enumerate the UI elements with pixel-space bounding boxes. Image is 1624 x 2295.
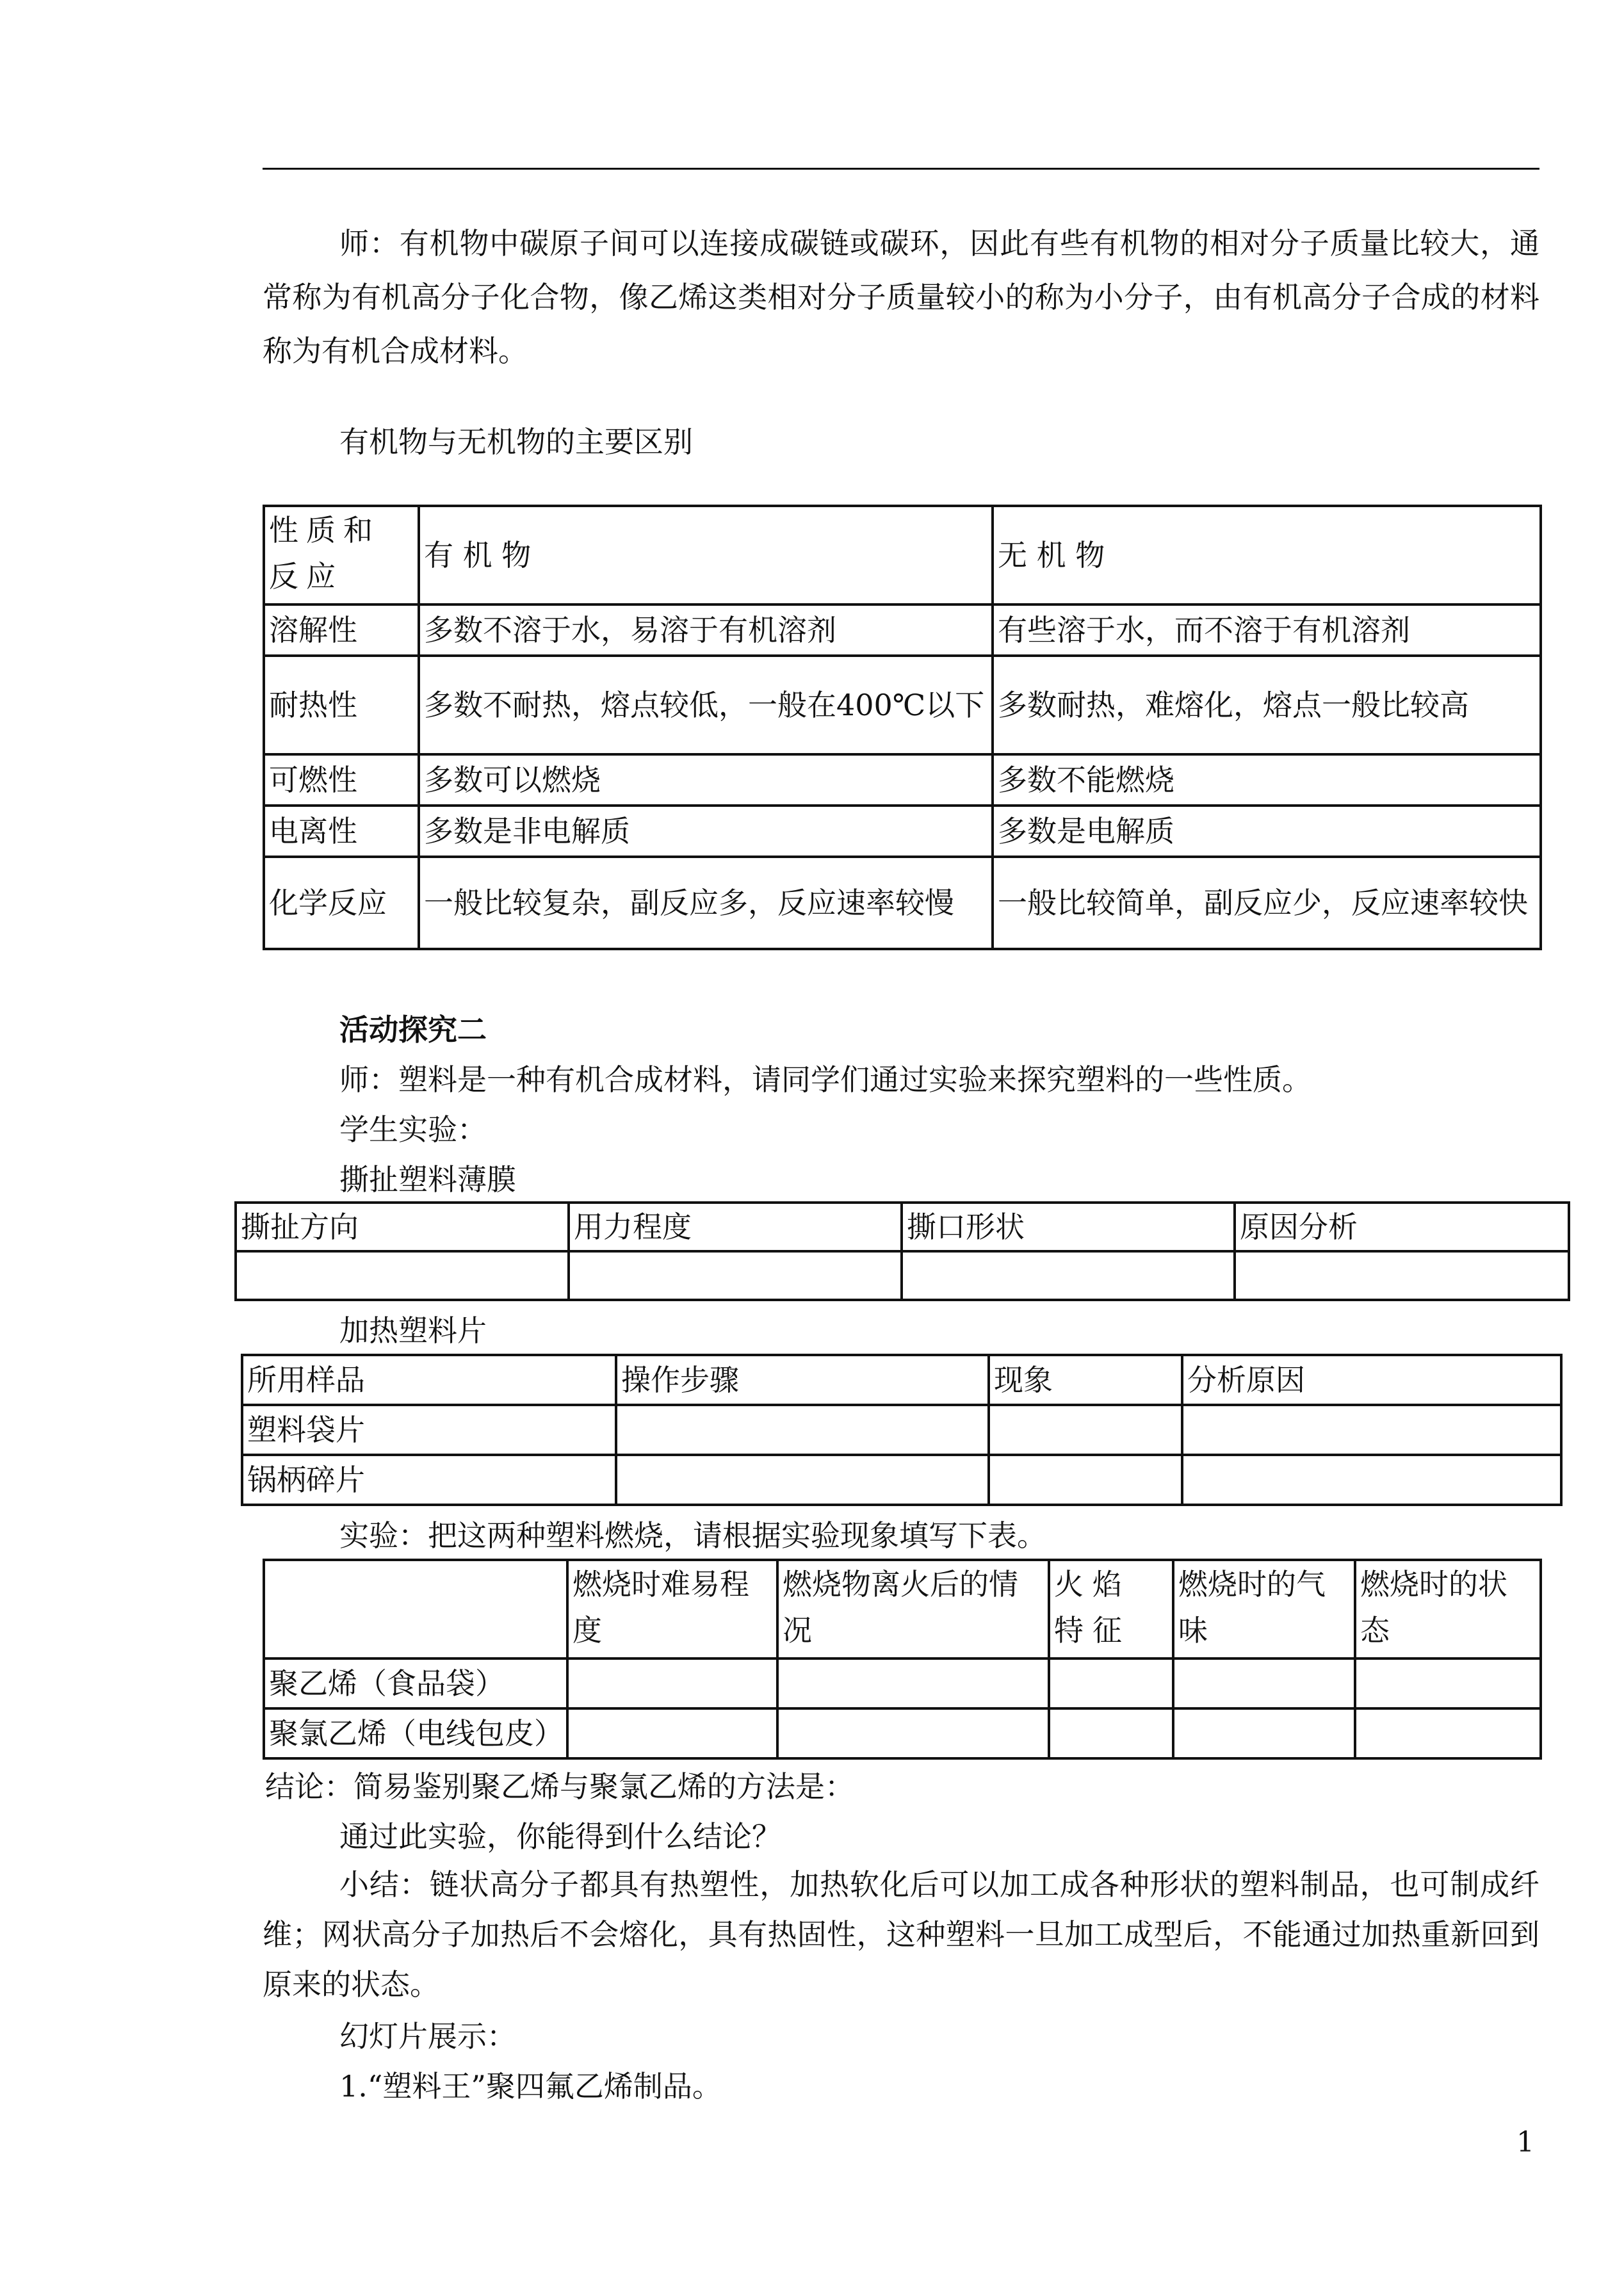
heat-row-handle bbox=[242, 1455, 1561, 1505]
burn-header-blank bbox=[264, 1560, 567, 1658]
cell-organic: 多数不溶于水，易溶于有机溶剂 bbox=[419, 604, 993, 656]
burn-row-pvc bbox=[264, 1708, 1541, 1758]
cell-inorganic: 多数不能燃烧 bbox=[993, 754, 1541, 806]
page-number: 1 bbox=[1516, 2126, 1534, 2159]
comparison-row-flammability bbox=[264, 754, 1541, 806]
cell-organic: 多数可以燃烧 bbox=[419, 754, 993, 806]
heat-table bbox=[241, 1354, 1563, 1506]
tear-header-direction: 撕扯方向 bbox=[236, 1203, 569, 1251]
cell-organic: 一般比较复杂，副反应多，反应速率较慢 bbox=[419, 857, 993, 949]
empty-cell bbox=[1355, 1658, 1541, 1708]
comparison-table bbox=[263, 505, 1542, 950]
heat-header-steps: 操作步骤 bbox=[616, 1355, 989, 1405]
cell-property: 化学反应 bbox=[264, 857, 419, 949]
tear-table bbox=[234, 1201, 1570, 1301]
activity-teacher-line: 师：塑料是一种有机合成材料，请同学们通过实验来探究塑料的一些性质。 bbox=[339, 1062, 1311, 1097]
cell-property: 耐热性 bbox=[264, 656, 419, 754]
cell-organic: 多数不耐热，熔点较低，一般在400℃以下 bbox=[419, 656, 993, 754]
burn-header-smell: 燃烧时的气味 bbox=[1173, 1560, 1355, 1658]
heat-row-bag bbox=[242, 1405, 1561, 1455]
burn-header-state: 燃烧时的状态 bbox=[1355, 1560, 1541, 1658]
empty-cell bbox=[1355, 1708, 1541, 1758]
empty-cell bbox=[1049, 1658, 1173, 1708]
cell-property: 可燃性 bbox=[264, 754, 419, 806]
cell-organic: 多数是非电解质 bbox=[419, 806, 993, 857]
empty-cell bbox=[1173, 1658, 1355, 1708]
comparison-header-row bbox=[264, 506, 1541, 604]
cell-inorganic: 多数耐热，难熔化，熔点一般比较高 bbox=[993, 656, 1541, 754]
tear-empty-row bbox=[236, 1251, 1569, 1300]
comparison-row-reaction bbox=[264, 857, 1541, 949]
burn-header-difficulty: 燃烧时难易程度 bbox=[567, 1560, 777, 1658]
empty-cell bbox=[1182, 1455, 1561, 1505]
cell-inorganic: 有些溶于水，而不溶于有机溶剂 bbox=[993, 604, 1541, 656]
empty-cell bbox=[616, 1455, 989, 1505]
heat-header-sample: 所用样品 bbox=[242, 1355, 616, 1405]
empty-cell bbox=[1235, 1251, 1569, 1300]
comparison-header-organic: 有 机 物 bbox=[419, 506, 993, 604]
burn-sample-cell: 聚氯乙烯（电线包皮） bbox=[264, 1708, 567, 1758]
cell-property: 溶解性 bbox=[264, 604, 419, 656]
heat-sample-cell: 锅柄碎片 bbox=[242, 1455, 616, 1505]
activity-title: 活动探究二 bbox=[339, 1012, 487, 1047]
burn-sample-cell: 聚乙烯（食品袋） bbox=[264, 1658, 567, 1708]
comparison-row-ionization bbox=[264, 806, 1541, 857]
student-experiment-label: 学生实验： bbox=[339, 1112, 487, 1147]
burn-header-after-fire: 燃烧物离火后的情况 bbox=[777, 1560, 1049, 1658]
heat-header-row bbox=[242, 1355, 1561, 1405]
summary-paragraph: 小结：链状高分子都具有热塑性，加热软化后可以加工成各种形状的塑料制品，也可制成纤维；网状高分子加热后不会熔化，具有热固性，这种塑料一旦加工成型后，不能通过加热重新回到原来的状态。 bbox=[263, 1867, 1539, 2002]
tear-header-row bbox=[236, 1203, 1569, 1251]
empty-cell bbox=[569, 1251, 902, 1300]
conclusion-line: 结论：简易鉴别聚乙烯与聚氯乙烯的方法是： bbox=[265, 1769, 854, 1804]
cell-property: 电离性 bbox=[264, 806, 419, 857]
cell-inorganic: 一般比较简单，副反应少，反应速率较快 bbox=[993, 857, 1541, 949]
heat-header-phenomenon: 现象 bbox=[989, 1355, 1182, 1405]
comparison-header-inorganic: 无 机 物 bbox=[993, 506, 1541, 604]
burn-row-pe bbox=[264, 1658, 1541, 1708]
empty-cell bbox=[567, 1658, 777, 1708]
slide-item-1: 1.“塑料王”聚四氟乙烯制品。 bbox=[339, 2069, 722, 2104]
empty-cell bbox=[777, 1708, 1049, 1758]
empty-cell bbox=[989, 1405, 1182, 1455]
empty-cell bbox=[989, 1455, 1182, 1505]
burn-header-flame: 火焰特征 bbox=[1049, 1560, 1173, 1658]
empty-cell bbox=[1173, 1708, 1355, 1758]
tear-header-reason: 原因分析 bbox=[1235, 1203, 1569, 1251]
tear-header-shape: 撕口形状 bbox=[902, 1203, 1235, 1251]
intro-paragraph: 师：有机物中碳原子间可以连接成碳链或碳环，因此有些有机物的相对分子质量比较大，通常称为有机高分子化合物，像乙烯这类相对分子质量较小的称为小分子，由有机高分子合成的材料称为有机合成材料。 bbox=[263, 226, 1539, 368]
empty-cell bbox=[777, 1658, 1049, 1708]
burn-intro: 实验：把这两种塑料燃烧，请根据实验现象填写下表。 bbox=[339, 1518, 1046, 1553]
empty-cell bbox=[616, 1405, 989, 1455]
tear-film-title: 撕扯塑料薄膜 bbox=[339, 1162, 516, 1197]
empty-cell bbox=[1182, 1405, 1561, 1455]
conclusion-question: 通过此实验，你能得到什么结论？ bbox=[339, 1819, 781, 1854]
empty-cell bbox=[902, 1251, 1235, 1300]
empty-cell bbox=[1049, 1708, 1173, 1758]
header-rule bbox=[263, 168, 1539, 170]
empty-cell bbox=[236, 1251, 569, 1300]
heat-sample-cell: 塑料袋片 bbox=[242, 1405, 616, 1455]
slides-label: 幻灯片展示： bbox=[339, 2019, 516, 2054]
heat-header-reason: 分析原因 bbox=[1182, 1355, 1561, 1405]
comparison-header-property: 性质和反应 bbox=[264, 506, 419, 604]
heat-plastic-title: 加热塑料片 bbox=[339, 1313, 487, 1348]
tear-header-force: 用力程度 bbox=[569, 1203, 902, 1251]
empty-cell bbox=[567, 1708, 777, 1758]
burn-table bbox=[263, 1559, 1542, 1760]
cell-inorganic: 多数是电解质 bbox=[993, 806, 1541, 857]
comparison-table-title: 有机物与无机物的主要区别 bbox=[339, 425, 693, 459]
comparison-row-heat bbox=[264, 656, 1541, 754]
comparison-row-solubility bbox=[264, 604, 1541, 656]
burn-header-row bbox=[264, 1560, 1541, 1658]
